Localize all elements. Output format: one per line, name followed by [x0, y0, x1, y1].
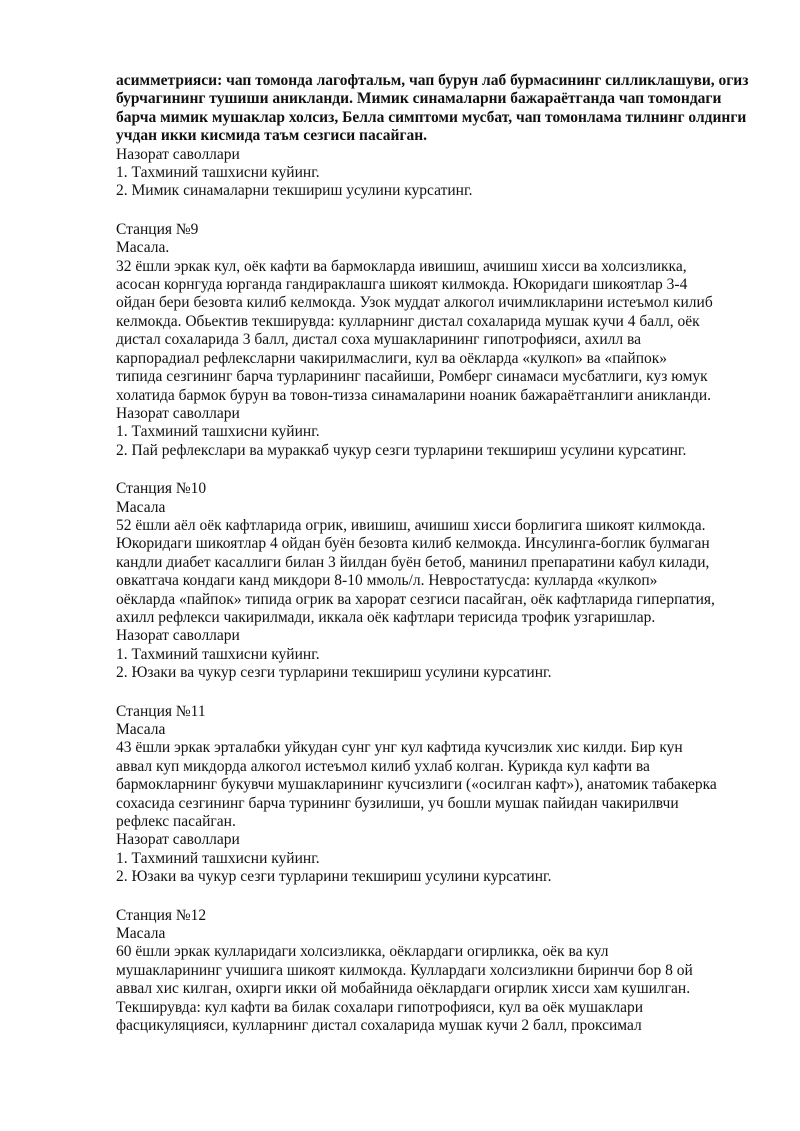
- text-line: 32 ёшли эркак кул, оёк кафти ва бармокларда ивишиш, ачишиш хисси ва холсизликка,: [116, 257, 687, 275]
- questions-heading: Назорат саволлари: [116, 627, 240, 645]
- document-page: [116, 72, 756, 1036]
- text-line: 60 ёшли эркак кулларидаги холсизликка, оёклардаги огирликка, оёк ва кул: [116, 943, 609, 961]
- question-item: 2. Юзаки ва чукур сезги турларини текшириш усулини курсатинг.: [116, 664, 552, 682]
- text-line: Юкоридаги шикоятлар 4 ойдан буён безовта килиб келмокда. Инсулинга-боглик булмаган: [116, 535, 710, 553]
- text-line: асимметрияси: чап томонда лагофтальм, чап бурун лаб бурмасининг силликлашуви, огиз: [116, 72, 749, 89]
- intro-block: [116, 72, 756, 201]
- spacer: [116, 460, 756, 480]
- text-line: 43 ёшли эркак эрталабки уйкудан сунг унг кул кафтида кучсизлик хис килди. Бир кун: [116, 739, 683, 757]
- text-line: ахилл рефлекси чакирилмади, иккала оёк кафтлари терисида трофик узгаришлар.: [116, 608, 656, 626]
- text-line: 52 ёшли аёл оёк кафтларида огрик, ивишиш, ачишиш хисси борлигига шикоят килмокда.: [116, 516, 706, 534]
- text-line: аввал куп микдорда алкогол истеъмол килиб ухлаб колган. Курикда кул кафти ва: [116, 757, 650, 775]
- station-title: Станция №12: [116, 906, 207, 924]
- station-title: Станция №9: [116, 220, 199, 238]
- case-paragraph: [116, 517, 756, 627]
- text-line: фасцикуляцияси, кулларнинг дистал сохаларида мушак кучи 2 балл, проксимал: [116, 1017, 642, 1035]
- question-item: 1. Тахминий ташхисни куйинг.: [116, 849, 320, 867]
- question-item: 2. Мимик синамаларни текшириш усулини курсатинг.: [116, 182, 473, 200]
- text-line: дистал сохаларида 3 балл, дистал соха мушакларининг гипотрофияси, ахилл ва: [116, 331, 641, 349]
- text-line: барча мимик мушаклар холсиз, Белла симптоми мусбат, чап томонлама тилнинг олдинги: [116, 108, 747, 126]
- case-paragraph: [116, 258, 756, 405]
- spacer: [116, 683, 756, 703]
- station-9: [116, 221, 756, 460]
- spacer: [116, 201, 756, 221]
- text-line: Текширувда: кул кафти ва билак сохалари гипотрофияси, кул ва оёк мушаклари: [116, 998, 644, 1016]
- spacer: [116, 887, 756, 907]
- intro-paragraph: [116, 72, 756, 146]
- text-line: бурчагининг тушиши аникланди. Мимик синамаларни бажараётганда чап томондаги: [116, 90, 722, 108]
- text-line: учдан икки кисмида таъм сезгиси пасайган.: [116, 127, 428, 145]
- text-line: овкатгача кондаги канд микдори 8-10 ммоль/л. Невростатусда: кулларда «кулкоп»: [116, 572, 658, 590]
- case-paragraph: [116, 943, 756, 1035]
- station-12: [116, 907, 756, 1036]
- task-label: Масала: [116, 721, 166, 738]
- text-line: рефлекс пасайган.: [116, 813, 236, 831]
- question-item: 1. Тахминий ташхисни куйинг.: [116, 423, 320, 441]
- questions-heading: Назорат саволлари: [116, 145, 240, 163]
- task-label: Масала: [116, 925, 166, 943]
- case-paragraph: [116, 739, 756, 831]
- text-line: ойдан бери безовта килиб келмокда. Узок муддат алкогол ичимликларини истеъмол килиб: [116, 294, 713, 312]
- text-line: сохасида сезгининг барча турининг бузилиши, уч бошли мушак пайидан чакирилвчи: [116, 794, 679, 812]
- station-title: Станция №10: [116, 480, 207, 498]
- station-10: [116, 480, 756, 682]
- text-line: кандли диабет касаллиги билан 3 йилдан буён бетоб, манинил препаратини кабул килади,: [116, 553, 710, 571]
- task-label: Масала.: [116, 239, 170, 257]
- text-line: мушакларининг учишига шикоят килмокда. Куллардаги холсизликни биринчи бор 8 ой: [116, 961, 693, 979]
- task-label: Масала: [116, 498, 166, 516]
- text-line: холатида бармок бурун ва товон-тизза синамаларини ноаник бажараётганлиги аникланди.: [116, 386, 712, 404]
- text-line: бармокларнинг букувчи мушакларининг кучсизлиги («осилган кафт»), анатомик табакерка: [116, 776, 717, 794]
- text-line: карпорадиал рефлексларни чакирилмаслиги, кул ва оёкларда «кулкоп» ва «пайпок»: [116, 349, 668, 367]
- question-item: 1. Тахминий ташхисни куйинг.: [116, 164, 320, 182]
- text-line: аввал хис килган, охирги икки ой мобайнида оёклардаги огирлик хисси хам кушилган.: [116, 980, 691, 998]
- questions-heading: Назорат саволлари: [116, 831, 240, 849]
- station-title: Станция №11: [116, 702, 206, 720]
- question-item: 2. Пай рефлекслари ва мураккаб чукур сезги турларини текшириш усулини курсатинг.: [116, 441, 687, 459]
- text-line: асосан корнгуда юрганда гандираклашга шикоят килмокда. Юкоридаги шикоятлар 3-4: [116, 276, 688, 294]
- text-line: келмокда. Обьектив текширувда: кулларнинг дистал сохаларида мушак кучи 4 балл, оёк: [116, 312, 700, 330]
- text-line: типида сезгининг барча турларининг пасайиши, Ромберг синамаси мусбатлиги, куз юмук: [116, 368, 708, 386]
- questions-heading: Назорат саволлари: [116, 404, 240, 422]
- question-item: 2. Юзаки ва чукур сезги турларини текшириш усулини курсатинг.: [116, 868, 552, 886]
- question-item: 1. Тахминий ташхисни куйинг.: [116, 645, 320, 663]
- station-11: [116, 703, 756, 887]
- text-line: оёкларда «пайпок» типида огрик ва харорат сезгиси пасайган, оёк кафтларида гиперпатия,: [116, 590, 715, 608]
